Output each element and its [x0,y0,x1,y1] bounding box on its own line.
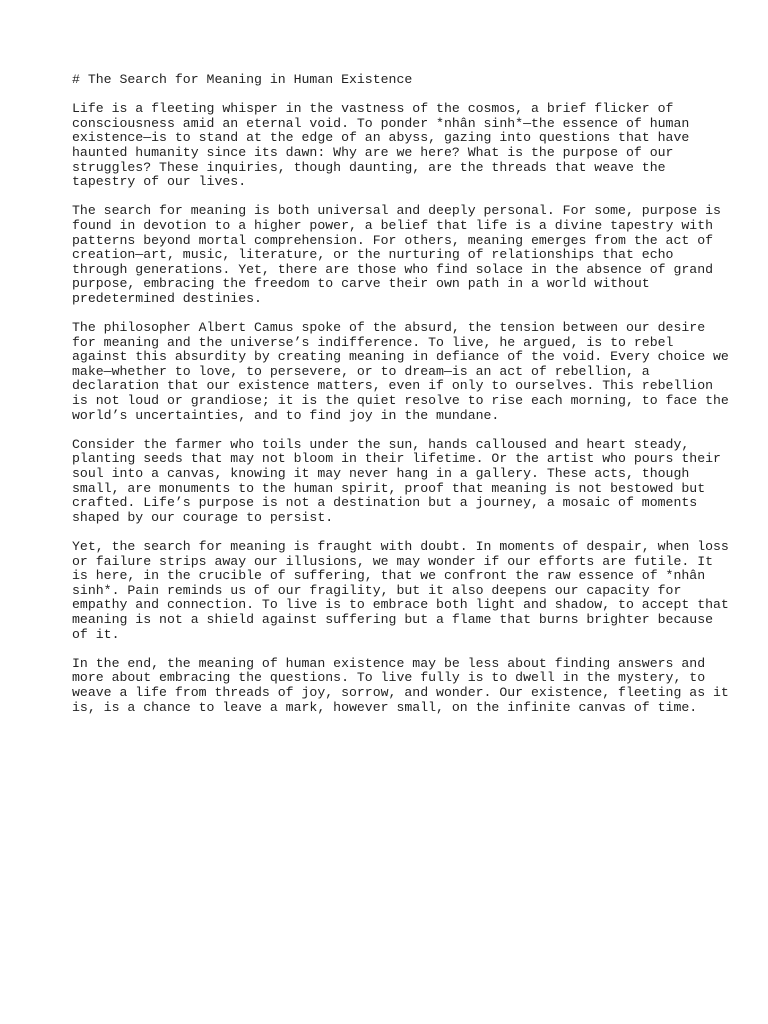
document-heading: # The Search for Meaning in Human Existence [72,72,413,87]
paragraph-1: Life is a fleeting whisper in the vastness of the cosmos, a brief flicker of consciousness amid an eternal void. To ponder *nhân sinh*—the essence of human existence—is to stand at the edge of an abyss, gazing into questions that have haunted humanity since its dawn: Why are we here? What is the purpose of our struggles? These inquiries, though daunting, are the threads that weave the tapestry of our lives. [72,101,690,190]
paragraph-4: Consider the farmer who toils under the sun, hands calloused and heart steady, planting seeds that may not bloom in their lifetime. Or the artist who pours their soul into a canvas, knowing it may never hang in a gallery. These acts, though small, are monuments to the human spirit, proof that meaning is not bestowed but crafted. Life’s purpose is not a destination but a journey, a mosaic of moments shaped by our courage to persist. [72,436,721,525]
paragraph-5: Yet, the search for meaning is fraught with doubt. In moments of despair, when loss or failure strips away our illusions, we may wonder if our efforts are futile. It is here, in the crucible of suffering, that we confront the raw essence of *nhân sinh*. Pain reminds us of our fragility, but it also deepens our capacity for empathy and connection. To live is to embrace both light and shadow, to accept that meaning is not a shield against suffering but a flame that burns brighter because of it. [72,539,729,642]
document-page [72,72,729,730]
paragraph-2: The search for meaning is both universal and deeply personal. For some, purpose is found in devotion to a higher power, a belief that life is a divine tapestry with patterns beyond mortal comprehension. For others, meaning emerges from the act of creation—art, music, literature, or the nurturing of relationships that echo through generations. Yet, there are those who find solace in the absence of grand purpose, embracing the freedom to carve their own path in a world without predetermined destinies. [72,203,721,306]
paragraph-3: The philosopher Albert Camus spoke of the absurd, the tension between our desire for meaning and the universe’s indifference. To live, he argued, is to rebel against this absurdity by creating meaning in defiance of the void. Every choice we make—whether to love, to persevere, or to dream—is an act of rebellion, a declaration that our existence matters, even if only to ourselves. This rebellion is not loud or grandiose; it is the quiet resolve to rise each morning, to face the world’s uncertainties, and to find joy in the mundane. [72,320,729,423]
paragraph-6: In the end, the meaning of human existence may be less about finding answers and more about embracing the questions. To live fully is to dwell in the mystery, to weave a life from threads of joy, sorrow, and wonder. Our existence, fleeting as it is, is a chance to leave a mark, however small, on the infinite canvas of time. [72,655,729,715]
